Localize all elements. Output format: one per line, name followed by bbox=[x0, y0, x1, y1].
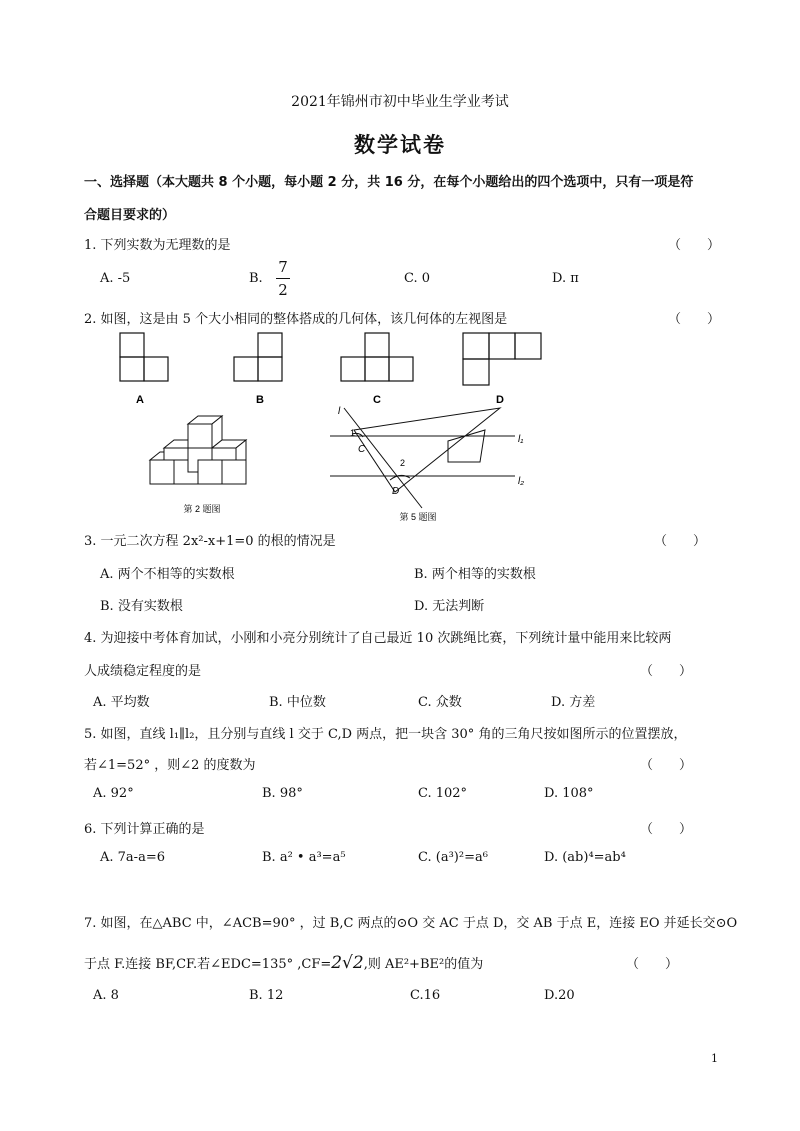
q1-option-c: C. 0 bbox=[404, 271, 431, 286]
q4-option-a: A. 平均数 bbox=[93, 695, 150, 710]
q3-stem: 3. 一元二次方程 2x²-x+1=0 的根的情况是 bbox=[84, 534, 336, 549]
q7-stem-line2-part2: ,则 AE²+BE²的值为 bbox=[363, 957, 484, 972]
q7-stem-line2-part1: 于点 F.连接 BF,CF.若∠EDC=135° ,CF= bbox=[84, 957, 332, 972]
q7-option-a: A. 8 bbox=[93, 988, 119, 1003]
q5-option-a: A. 92° bbox=[93, 786, 134, 801]
q1-stem: 1. 下列实数为无理数的是 bbox=[84, 238, 231, 253]
q2-label-d: D bbox=[496, 394, 504, 406]
q2-view-b bbox=[234, 333, 282, 381]
q6-option-b: B. a² • a³=a⁵ bbox=[262, 850, 346, 865]
q4-option-b: B. 中位数 bbox=[269, 695, 326, 710]
q2-view-c bbox=[341, 333, 413, 381]
q5-option-c: C. 102° bbox=[418, 786, 468, 801]
q7-option-b: B. 12 bbox=[249, 988, 284, 1003]
fig5-label-l: l bbox=[338, 406, 341, 417]
fig5-label-2: 2 bbox=[400, 458, 406, 468]
q1-option-b-fraction bbox=[276, 258, 290, 299]
q5-option-b: B. 98° bbox=[262, 786, 303, 801]
q2-view-d bbox=[463, 333, 541, 385]
q5-answer-paren: （ ） bbox=[640, 758, 693, 773]
q1-answer-paren: （ ） bbox=[668, 238, 721, 253]
q7-option-c: C.16 bbox=[410, 988, 441, 1003]
q2-option-figures bbox=[100, 328, 560, 408]
q2-stem: 2. 如图，这是由 5 个大小相同的整体搭成的几何体，该几何体的左视图是 bbox=[84, 312, 508, 327]
fraction-bar bbox=[276, 278, 290, 279]
fig5-label-d: D bbox=[392, 486, 400, 497]
fraction-denominator: 2 bbox=[278, 281, 288, 299]
q5-stem-line2: 若∠1=52° ，则∠2 的度数为 bbox=[84, 758, 256, 773]
fraction-numerator: 7 bbox=[278, 258, 288, 276]
q2-answer-paren: （ ） bbox=[668, 312, 721, 327]
figure-5-lines bbox=[330, 404, 540, 524]
q7-stem-line1: 7. 如图，在△ABC 中，∠ACB=90° ，过 B,C 两点的⊙O 交 AC 于点 D，交 AB 于点 E，连接 EO 并延长交⊙O bbox=[84, 916, 738, 931]
q1-option-d: D. π bbox=[552, 271, 579, 286]
q2-label-a: A bbox=[136, 394, 144, 406]
q7-cf-value: 2√2 bbox=[331, 953, 364, 973]
q1-option-b: B. bbox=[249, 271, 263, 286]
q5-stem-line1: 5. 如图，直线 l₁∥l₂，且分别与直线 l 交于 C,D 两点，把一块含 30° 角的三角尺按如图所示的位置摆放， bbox=[84, 727, 687, 742]
section-heading-line1: 一、选择题（本大题共 8 个小题，每小题 2 分，共 16 分，在每个小题给出的四个选项中，只有一项是符 bbox=[84, 175, 694, 190]
q2-view-a bbox=[120, 333, 168, 381]
q3-option-c: B. 没有实数根 bbox=[100, 599, 183, 614]
q3-answer-paren: （ ） bbox=[654, 534, 707, 549]
section-heading-line2: 合题目要求的） bbox=[84, 208, 176, 223]
q4-option-c: C. 众数 bbox=[418, 695, 462, 710]
q6-option-a: A. 7a-a=6 bbox=[100, 850, 165, 865]
q3-option-a: A. 两个不相等的实数根 bbox=[100, 567, 235, 582]
q4-stem-line1: 4. 为迎接中考体育加试，小刚和小亮分别统计了自己最近 10 次跳绳比赛，下列统计量中能用来比较两 bbox=[84, 631, 672, 646]
q6-stem: 6. 下列计算正确的是 bbox=[84, 822, 205, 837]
figure-5-caption: 第 5 题图 bbox=[399, 512, 437, 522]
q4-stem-line2: 人成绩稳定程度的是 bbox=[84, 664, 202, 679]
fig5-label-1: 1 bbox=[350, 428, 356, 438]
fig5-label-c: C bbox=[358, 444, 366, 455]
q7-option-d: D.20 bbox=[544, 988, 575, 1003]
q4-option-d: D. 方差 bbox=[551, 695, 596, 710]
exam-title: 数学试卷 bbox=[354, 132, 446, 157]
q3-option-d: D. 无法判断 bbox=[414, 599, 485, 614]
fig5-label-l2: l₂ bbox=[518, 476, 525, 487]
q2-label-c: C bbox=[373, 394, 381, 406]
fig5-label-l1: l₁ bbox=[518, 434, 524, 445]
page-number: 1 bbox=[711, 1052, 718, 1065]
figure-2-blocks bbox=[140, 410, 270, 520]
figure-2-caption: 第 2 题图 bbox=[183, 504, 221, 514]
q6-option-d: D. (ab)⁴=ab⁴ bbox=[544, 850, 626, 865]
q7-stem-line2 bbox=[84, 953, 483, 973]
q4-answer-paren: （ ） bbox=[640, 664, 693, 679]
q7-answer-paren: （ ） bbox=[626, 957, 679, 972]
q2-label-b: B bbox=[256, 394, 264, 406]
exam-subtitle: 2021年锦州市初中毕业生学业考试 bbox=[291, 94, 509, 110]
q6-option-c: C. (a³)²=a⁶ bbox=[418, 850, 488, 865]
q5-option-d: D. 108° bbox=[544, 786, 594, 801]
q6-answer-paren: （ ） bbox=[640, 822, 693, 837]
q1-option-a: A. -5 bbox=[100, 271, 131, 286]
q3-option-b: B. 两个相等的实数根 bbox=[414, 567, 536, 582]
